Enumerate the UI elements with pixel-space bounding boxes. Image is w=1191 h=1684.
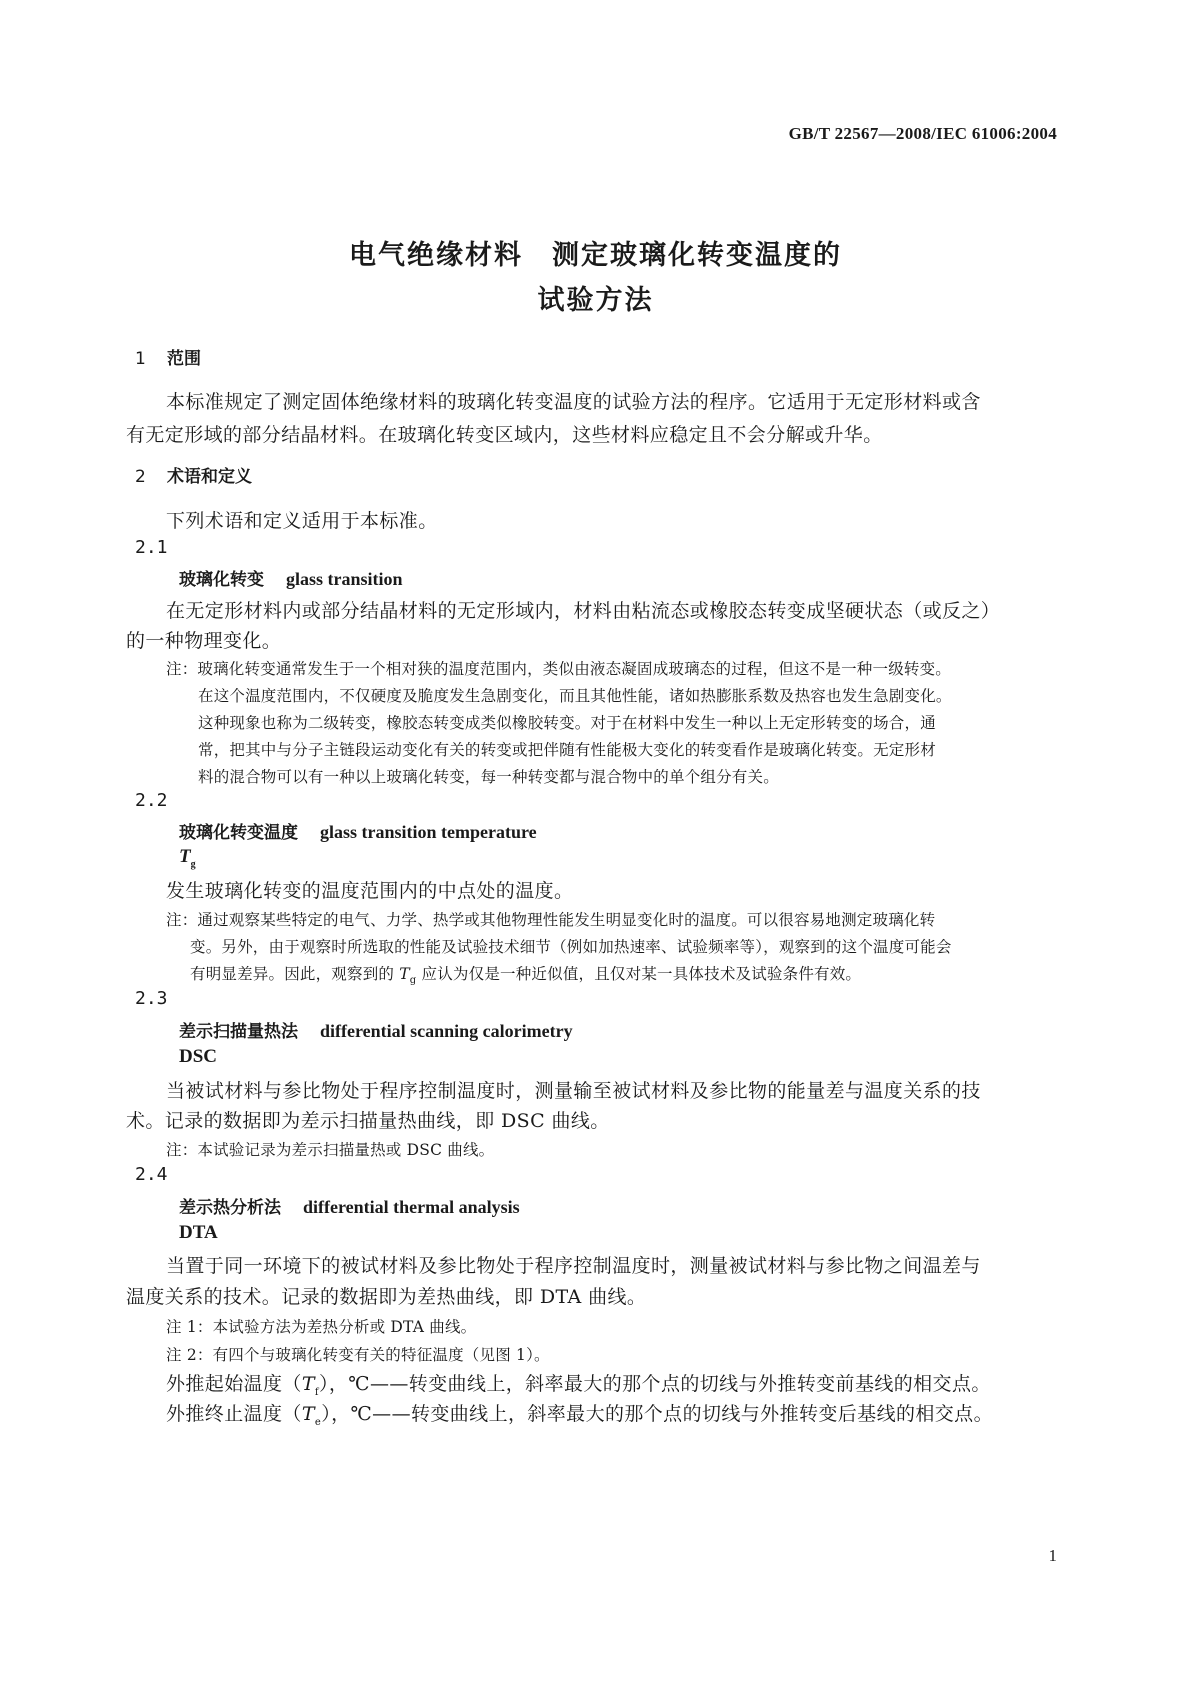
page-number: 1: [1048, 1546, 1057, 1565]
term-2-4-onset-line: [166, 1369, 991, 1398]
symbol-subscript: g: [190, 858, 196, 870]
term-2-1-note-line-2: 在这个温度范围内，不仅硬度及脆度发生急剧变化，而且其他性能，诸如热膨胀系数及热容也发生急剧变化。: [198, 687, 952, 705]
term-2-4-note-2: 注 2：有四个与玻璃化转变有关的特征温度（见图 1）。: [166, 1346, 550, 1364]
term-en: glass transition temperature: [320, 822, 537, 842]
symbol-letter: T: [301, 1373, 315, 1395]
symbol-subscript: f: [314, 1386, 319, 1398]
section-title: 范围: [167, 349, 201, 369]
term-2-3-number: 2.3: [135, 988, 168, 1009]
page-title-line-1: 电气绝缘材料 测定玻璃化转变温度的: [349, 240, 842, 271]
section-1-heading: [135, 344, 201, 369]
line-text: ），℃——转变曲线上，斜率最大的那个点的切线与外推转变后基线的相交点。: [321, 1403, 993, 1425]
section-number: 1: [135, 349, 146, 369]
term-2-4-definition-line-1: 当置于同一环境下的被试材料及参比物处于程序控制温度时，测量被试材料与参比物之间温差与: [166, 1255, 981, 1277]
term-2-2-number: 2.2: [135, 790, 168, 811]
term-2-2-heading: [179, 818, 537, 843]
line-text: 外推起始温度（: [166, 1373, 302, 1395]
symbol-subscript: g: [409, 975, 417, 987]
term-cn: 差示热分析法: [179, 1198, 281, 1218]
term-2-1-note-line-3: 这种现象也称为二级转变，橡胶态转变成类似橡胶转变。对于在材料中发生一种以上无定形转变的场合，通: [198, 714, 936, 732]
term-2-1-number: 2.1: [135, 537, 168, 558]
term-2-4-definition-line-2: 温度关系的技术。记录的数据即为差热曲线，即 DTA 曲线。: [126, 1286, 647, 1308]
symbol-letter: T: [399, 965, 410, 983]
term-cn: 玻璃化转变: [179, 570, 264, 590]
term-en: glass transition: [286, 569, 403, 589]
term-2-2-note-line-2: 变。另外，由于观察时所选取的性能及试验技术细节（例如加热速率、试验频率等），观察到的这个温度可能会: [190, 938, 952, 956]
term-cn: 玻璃化转变温度: [179, 823, 298, 843]
standard-number: GB/T 22567—2008/IEC 61006:2004: [788, 124, 1057, 143]
term-2-4-abbreviation: DTA: [179, 1222, 218, 1243]
section-number: 2: [135, 467, 146, 487]
term-2-1-note-line-1: 注：玻璃化转变通常发生于一个相对狭的温度范围内，类似由液态凝固成玻璃态的过程，但这不是一种一级转变。: [166, 660, 952, 678]
term-2-1-note-line-4: 常，把其中与分子主链段运动变化有关的转变或把伴随有性能极大变化的转变看作是玻璃化转变。无定形材: [198, 741, 936, 759]
line-text: 外推终止温度（: [166, 1403, 302, 1425]
section-title: 术语和定义: [167, 467, 252, 487]
section-2-heading: [135, 462, 252, 487]
term-2-2-note-line-3: [190, 962, 861, 986]
symbol-letter: T: [301, 1403, 315, 1425]
note-text: 应认为仅是一种近似值，且仅对某一具体技术及试验条件有效。: [416, 965, 862, 983]
term-2-1-heading: [179, 565, 403, 590]
term-2-2-note-line-1: 注：通过观察某些特定的电气、力学、热学或其他物理性能发生明显变化时的温度。可以很容易地测定玻璃化转: [166, 911, 936, 929]
note-text: 有明显差异。因此，观察到的: [190, 965, 400, 983]
term-2-2-symbol: [179, 846, 196, 870]
section-1-paragraph-line-2: 有无定形域的部分结晶材料。在玻璃化转变区域内，这些材料应稳定且不会分解或升华。: [126, 424, 883, 446]
symbol-subscript: e: [314, 1416, 322, 1428]
term-cn: 差示扫描量热法: [179, 1022, 298, 1042]
term-2-4-number: 2.4: [135, 1164, 168, 1185]
term-2-3-definition-line-2: 术。记录的数据即为差示扫描量热曲线，即 DSC 曲线。: [126, 1110, 610, 1132]
term-en: differential thermal analysis: [303, 1197, 520, 1217]
symbol-letter: T: [179, 846, 191, 867]
section-2-intro: 下列术语和定义适用于本标准。: [166, 510, 438, 532]
term-2-1-note-line-5: 料的混合物可以有一种以上玻璃化转变，每一种转变都与混合物中的单个组分有关。: [198, 768, 779, 786]
section-1-paragraph-line-1: 本标准规定了测定固体绝缘材料的玻璃化转变温度的试验方法的程序。它适用于无定形材料或含: [166, 391, 981, 413]
term-2-4-heading: [179, 1193, 520, 1218]
term-2-1-definition-line-1: 在无定形材料内或部分结晶材料的无定形域内，材料由粘流态或橡胶态转变成坚硬状态（或反之）: [166, 600, 1001, 622]
page-title-line-2: 试验方法: [537, 285, 654, 316]
term-2-2-definition: 发生玻璃化转变的温度范围内的中点处的温度。: [166, 880, 574, 902]
term-2-4-note-1: 注 1：本试验方法为差热分析或 DTA 曲线。: [166, 1318, 477, 1336]
term-2-4-end-line: [166, 1399, 993, 1428]
term-2-3-heading: [179, 1017, 573, 1042]
term-2-3-abbreviation: DSC: [179, 1046, 218, 1067]
term-2-3-note: 注：本试验记录为差示扫描量热或 DSC 曲线。: [166, 1141, 495, 1159]
term-2-1-definition-line-2: 的一种物理变化。: [126, 630, 282, 652]
term-en: differential scanning calorimetry: [320, 1021, 573, 1041]
line-text: ），℃——转变曲线上，斜率最大的那个点的切线与外推转变前基线的相交点。: [319, 1373, 991, 1395]
term-2-3-definition-line-1: 当被试材料与参比物处于程序控制温度时，测量输至被试材料及参比物的能量差与温度关系的技: [166, 1080, 981, 1102]
